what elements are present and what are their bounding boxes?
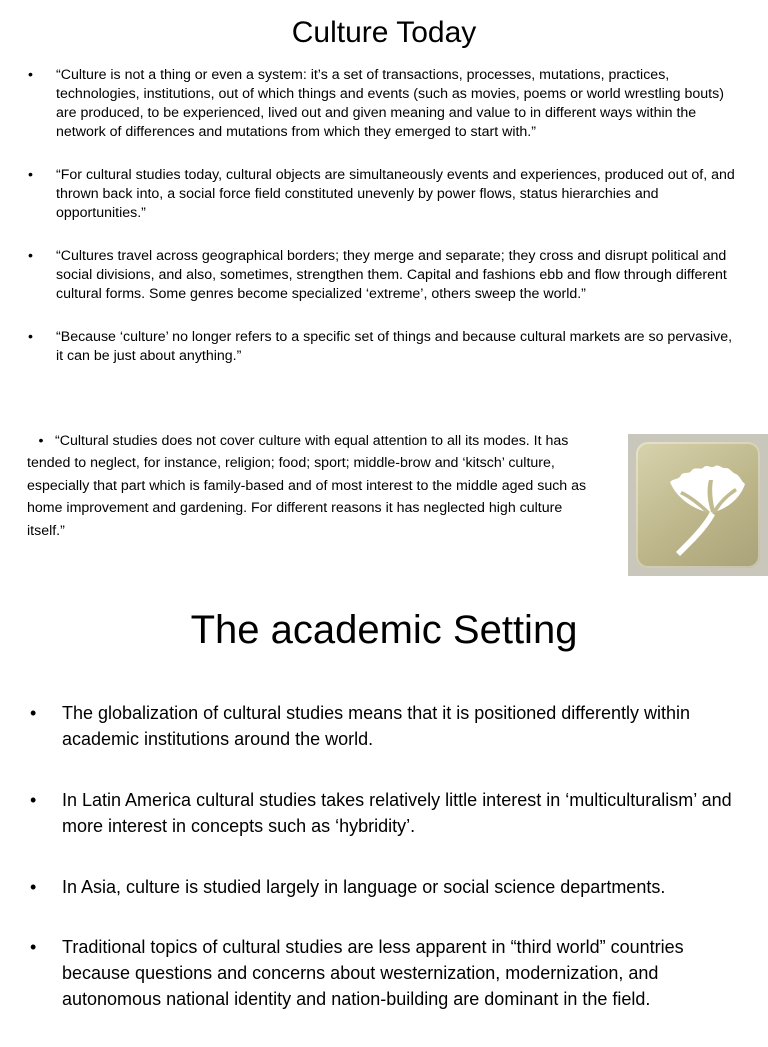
bullet-text: In Latin America cultural studies takes relatively little interest in ‘multiculturalism’ and more interest in concepts such as ‘hybridity’.	[62, 790, 732, 836]
logo-frame	[628, 434, 768, 576]
bullet-text: In Asia, culture is studied largely in language or social science departments.	[62, 877, 666, 897]
bullet-text: Traditional topics of cultural studies are less apparent in “third world” countries because questions and concerns about westernization, modernization, and autonomous national identity and nation-building are dominant in the field.	[62, 937, 684, 1009]
bullet-text: “Culture is not a thing or even a system: it’s a set of transactions, processes, mutations, practices, technologies, institutions, out of which things and events (such as movies, poems or world wrestling bouts) are produced, to be experienced, lived out and given meaning and value to in different ways within the network of differences and mutations from which they emerged to start with.”	[56, 67, 724, 140]
bullet-list	[28, 66, 740, 390]
bullet-icon: •	[30, 877, 37, 897]
bullet-text: “Cultures travel across geographical borders; they merge and separate; they cross and disrupt political and social divisions, and also, sometimes, strengthen them. Capital and fashions ebb and flow through different cultural forms. Some genres become specialized ‘extreme’, others sweep the world.”	[56, 248, 727, 302]
bullet-icon: •	[28, 329, 33, 345]
bullet-list	[30, 700, 742, 1047]
bullet-icon: •	[38, 433, 44, 449]
bullet-icon: •	[28, 167, 33, 183]
bullet-icon: •	[28, 67, 33, 83]
slide-title: Culture Today	[291, 16, 477, 49]
bullet-icon: •	[28, 248, 33, 264]
bullet-icon: •	[30, 790, 37, 810]
bullet-item	[27, 430, 602, 542]
bullet-item	[30, 787, 742, 839]
bullet-item	[30, 700, 742, 752]
bullet-text: “Because ‘culture’ no longer refers to a specific set of things and because cultural markets are so pervasive, it can be just about anything.”	[56, 329, 733, 364]
bullet-icon: •	[30, 703, 37, 723]
bullet-item	[28, 328, 740, 366]
bullet-icon: •	[30, 937, 37, 957]
bullet-text: “For cultural studies today, cultural objects are simultaneously events and experiences, produced out of, and thrown back into, a social force field constituted unevenly by power flows, status hierarchies and opportunities.”	[56, 167, 735, 221]
bullet-text: The globalization of cultural studies means that it is positioned differently within academic institutions around the world.	[62, 703, 691, 749]
bullet-item	[28, 66, 740, 142]
bullet-item	[28, 247, 740, 304]
bullet-item	[30, 934, 742, 1012]
ginkgo-leaf-icon	[636, 442, 760, 568]
ginkgo-leaf-graphic	[636, 442, 760, 568]
slide-title: The academic Setting	[190, 608, 578, 652]
bullet-item	[28, 166, 740, 223]
bullet-text: “Cultural studies does not cover culture with equal attention to all its modes. It has tended to neglect, for instance, religion; food; sport; middle-brow and ‘kitsch’ culture, especially that part which is family-based and of most interest to the middle aged such as home improvement and gardening. For different reasons it has neglected high culture itself.”	[27, 433, 587, 539]
bullet-item	[30, 874, 742, 900]
